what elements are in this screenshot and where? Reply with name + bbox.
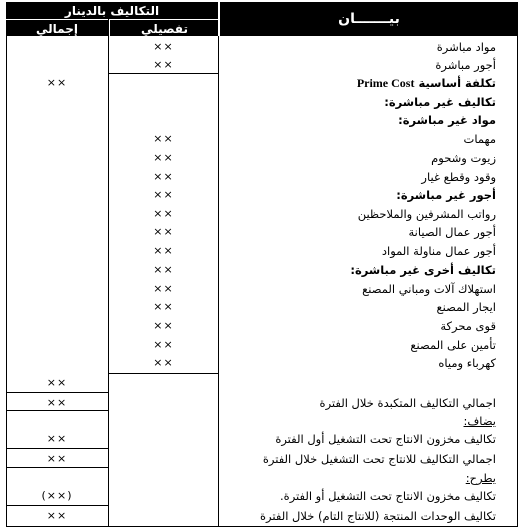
table-row: [6, 186, 518, 204]
row-label: مهمات: [463, 132, 496, 146]
table-row: [6, 317, 518, 335]
row-detail-value: ××: [153, 132, 174, 145]
row-label: تكلفة أساسية: [418, 76, 496, 90]
table-row: [6, 336, 518, 354]
row-total-value: ××: [46, 396, 68, 409]
row-label: أجور مباشرة: [435, 58, 496, 72]
row-label: رواتب المشرفين والملاحظين: [357, 207, 496, 221]
cost-statement-table: [6, 2, 518, 527]
row-label-prime-cost: [226, 74, 496, 92]
row-detail-value: ××: [153, 40, 174, 53]
row-label-english: Prime Cost: [356, 76, 415, 90]
table-row: [6, 450, 518, 468]
row-label: زيوت وشحوم: [431, 151, 496, 165]
row-label: تكاليف أخرى غير مباشرة:: [350, 263, 496, 277]
row-detail-value: ××: [153, 170, 174, 183]
bottom-border: [6, 526, 518, 527]
row-label: ايجار المصنع: [436, 300, 496, 314]
table-row: [6, 205, 518, 223]
header-costs-label: التكاليف بالدينار: [64, 3, 160, 18]
row-label: اجمالي التكاليف المتكبدة خلال الفترة: [319, 396, 496, 410]
table-row: [6, 168, 518, 186]
row-label: مواد مباشرة: [436, 40, 496, 54]
row-label: اجمالي التكاليف للانتاج تحت التشغيل خلال الفترة: [262, 452, 496, 466]
row-detail-value: ××: [153, 356, 174, 369]
row-detail-value: ××: [153, 338, 174, 351]
table-row: [6, 412, 518, 430]
table-row: [6, 374, 518, 392]
row-detail-value: ××: [153, 207, 174, 220]
row-label: تأمين على المصنع: [410, 338, 496, 352]
table-row: [6, 242, 518, 260]
header-costs: [6, 2, 218, 36]
table-row: [6, 38, 518, 56]
table-row: [6, 298, 518, 316]
row-label: تكاليف غير مباشرة:: [384, 95, 496, 109]
table-row: [6, 149, 518, 167]
row-detail-value: ××: [153, 188, 174, 201]
row-label: أجور غير مباشرة:: [396, 188, 496, 202]
row-label: تكاليف مخزون الانتاج تحت التشغيل أول الفترة: [275, 432, 496, 446]
row-detail-value: ××: [153, 300, 174, 313]
row-detail-value: ××: [153, 225, 174, 238]
table-row: [6, 74, 518, 92]
row-label: أجور عمال الصيانة: [408, 225, 496, 239]
row-total-value: ××: [46, 509, 68, 522]
table-row: [6, 507, 518, 525]
header-detail-label: تفصيلي: [109, 19, 219, 37]
table-row: [6, 280, 518, 298]
row-label: أجور عمال مناولة المواد: [381, 244, 496, 258]
table-row: [6, 56, 518, 74]
table-row: [6, 93, 518, 111]
row-total-value: ××: [46, 76, 68, 89]
table-row: [6, 394, 518, 412]
row-total-value: ××: [46, 376, 68, 389]
table-row: [6, 261, 518, 279]
row-total-value: ××: [46, 432, 68, 445]
table-row: [6, 487, 518, 505]
row-total-value: (××): [41, 489, 73, 502]
header-total-label: إجمالي: [6, 19, 108, 37]
table-row: [6, 111, 518, 129]
row-label: قوى محركة: [440, 319, 496, 333]
table-row: [6, 223, 518, 241]
row-total-value: ××: [46, 452, 68, 465]
row-label: كهرباء ومياه: [438, 356, 496, 370]
table-row: [6, 469, 518, 487]
row-label: يضاف:: [463, 414, 496, 428]
row-detail-value: ××: [153, 244, 174, 257]
row-label: تكاليف مخزون الانتاج تحت التشغيل أو الفترة.: [280, 489, 496, 503]
table-row: [6, 130, 518, 148]
row-label: يطرح:: [465, 471, 496, 485]
row-detail-value: ××: [153, 319, 174, 332]
row-label: مواد غير مباشرة:: [398, 113, 496, 127]
row-detail-value: ××: [153, 151, 174, 164]
row-detail-value: ××: [153, 282, 174, 295]
row-detail-value: ××: [153, 58, 174, 71]
header-description-label: بيـــــــان: [338, 11, 400, 27]
row-label: تكاليف الوحدات المنتجة (للانتاج التام) خلال الفترة: [260, 509, 496, 523]
row-detail-value: ××: [153, 263, 174, 276]
table-row: [6, 430, 518, 448]
row-label: وقود وقطع غيار: [421, 170, 496, 184]
header-description: [220, 2, 518, 36]
row-label: استهلاك آلات ومباني المصنع: [362, 282, 496, 296]
table-row: [6, 354, 518, 372]
